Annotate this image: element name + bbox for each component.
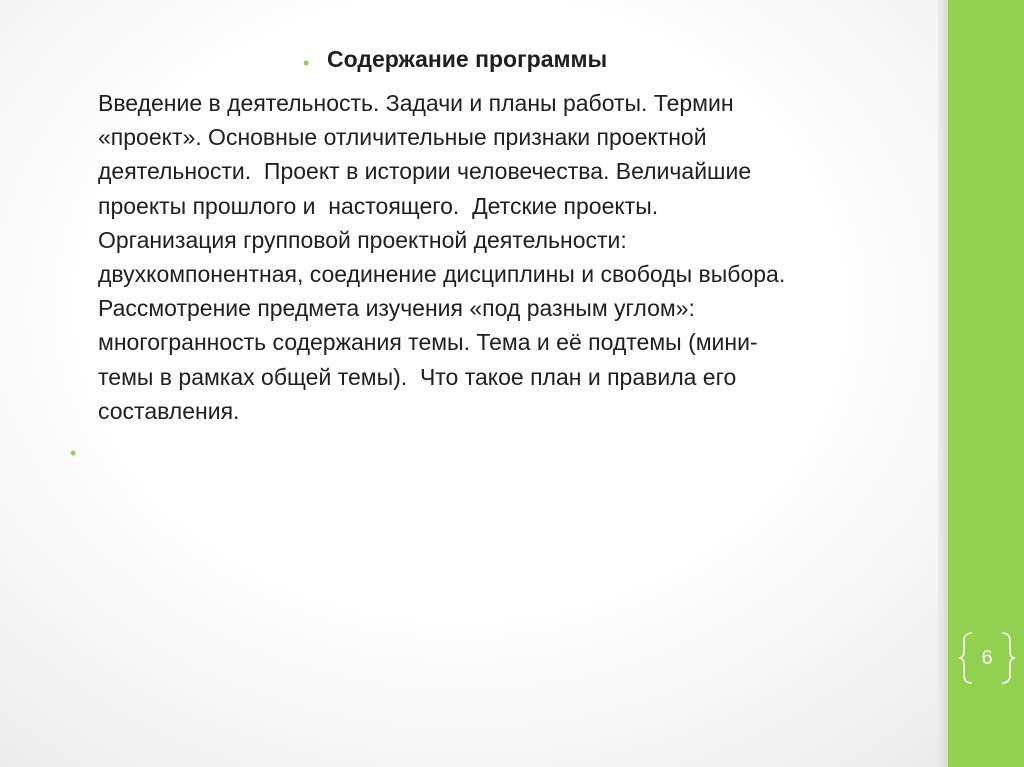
empty-bullet-icon: •: [70, 443, 77, 463]
body-line: составления.: [98, 397, 240, 424]
page-number: 6: [981, 647, 993, 669]
body-line: деятельности. Проект в истории человечества. Величайшие: [98, 158, 752, 185]
side-divider: [938, 0, 948, 767]
body-line: Введение в деятельность. Задачи и планы работы. Термин: [98, 90, 734, 116]
slide-body-text: [98, 86, 918, 428]
body-line: темы в рамках общей темы). Что такое план и правила его: [98, 363, 737, 390]
body-line: проекты прошлого и настоящего. Детские проекты.: [98, 192, 659, 219]
body-line: Организация групповой проектной деятельности:: [98, 226, 627, 253]
body-line: двухкомпонентная, соединение дисциплины и свободы выбора.: [98, 261, 786, 288]
body-line: «проект». Основные отличительные признаки проектной: [98, 124, 707, 151]
body-line: Рассмотрение предмета изучения «под разным углом»:: [98, 295, 695, 322]
title-bullet-icon: •: [303, 53, 310, 73]
slide-title: Содержание программы: [327, 46, 608, 72]
body-line: многогранность содержания темы. Тема и её подтемы (мини-: [98, 329, 758, 356]
